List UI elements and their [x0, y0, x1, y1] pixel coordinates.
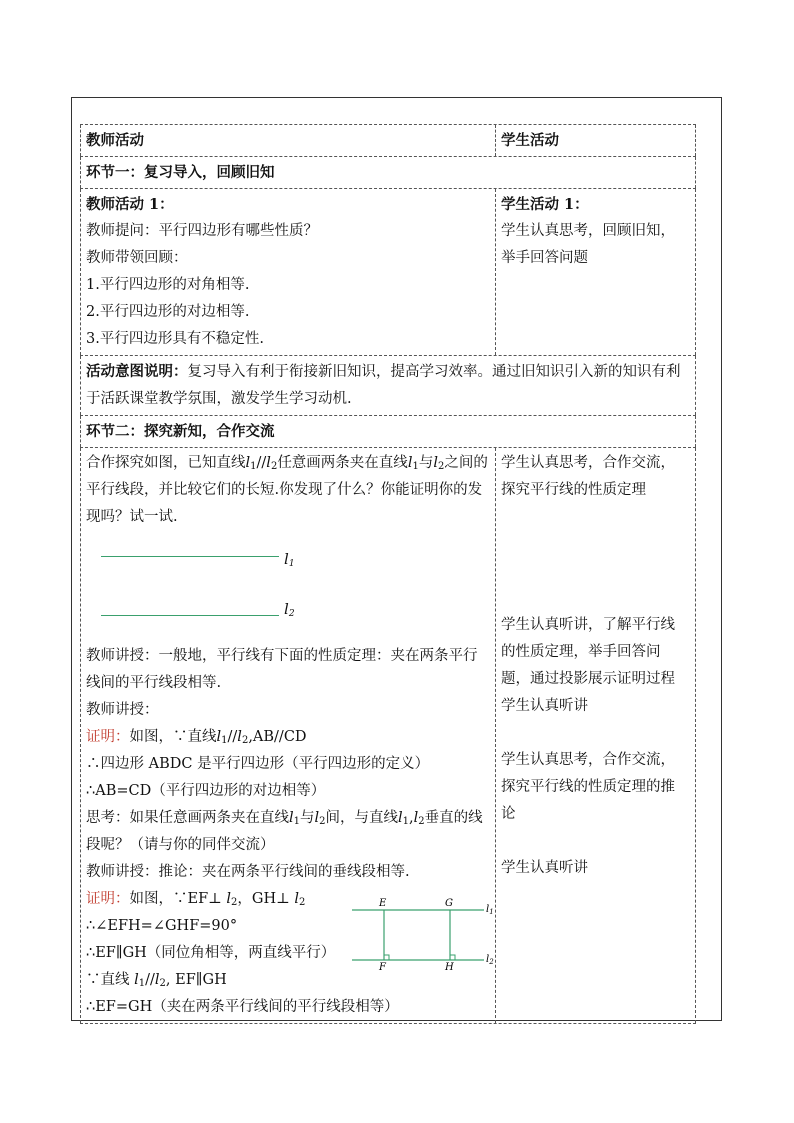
proof2-block [86, 886, 494, 1021]
proof2-line4: ∵直线 $l_1//l_2$, EF∥GH [86, 972, 227, 989]
student-listen-3: 学生认真听讲 [501, 860, 588, 876]
label-H: H [445, 962, 454, 970]
label-G: G [445, 898, 453, 909]
student-listen-2: 学生认真听讲 [501, 698, 588, 714]
student-explore: 学生认真思考，合作交流，探究平行线的性质定理 [501, 455, 675, 498]
proof2-line1: 证明：如图，∵EF⊥ $l_2$，GH⊥ $l_2$ [86, 891, 306, 908]
intent-label: 活动意图说明： [86, 363, 188, 380]
right-angle-H [450, 955, 455, 960]
teacher-section2 [80, 448, 496, 1023]
proof1-line2: ∴四边形 ABDC 是平行四边形（平行四边形的定义） [86, 756, 430, 772]
lesson-table [80, 124, 696, 1024]
teacher-line: 2.平行四边形的对边相等. [86, 304, 250, 320]
section2-content-row [80, 448, 696, 1024]
section1-content-row [80, 189, 696, 356]
label-F: F [379, 962, 386, 970]
teacher-activity-header: 教师活动 [80, 125, 496, 156]
student-activity-1 [496, 189, 696, 355]
lecture-corollary: 教师讲授：推论：夹在两条平行线间的垂线段相等. [86, 864, 410, 880]
teacher-line: 教师带领回顾： [86, 250, 188, 266]
proof2-line5: ∴EF=GH（夹在两条平行线间的平行线段相等） [86, 999, 399, 1015]
think-text: 思考：如果任意画两条夹在直线$l_1$与$l_2$间，与直线$l_1,l_2$垂直的线段呢？（请与你的同伴交流） [86, 810, 483, 853]
section1-title: 环节一：复习导入，回顾旧知 [80, 157, 696, 188]
proof1-line1: 证明：如图，∵直线$l_1//l_2,AB//CD$ [86, 729, 307, 746]
lecture-theorem: 教师讲授：一般地，平行线有下面的性质定理：夹在两条平行线间的平行线段相等. [86, 648, 478, 691]
line-l2 [101, 615, 279, 616]
label-E: E [379, 898, 387, 909]
parallel-lines-figure [86, 531, 489, 643]
label-l2: $l_2$ [284, 600, 295, 619]
fig2-label-l2: $l_2$ [486, 954, 494, 966]
right-angle-F [384, 955, 389, 960]
student-activity-1-text: 学生认真思考，回顾旧知，举手回答问题 [501, 223, 675, 266]
teacher-line: 教师提问：平行四边形有哪些性质？ [86, 223, 318, 239]
lecture-label: 教师讲授： [86, 702, 159, 718]
proof1-line3: ∴AB=CD（平行四边形的对边相等） [86, 783, 326, 799]
student-think-2: 学生认真思考，合作交流，探究平行线的性质定理的推论 [501, 752, 675, 822]
student-activity-header: 学生活动 [496, 125, 696, 156]
teacher-line: 3.平行四边形具有不稳定性. [86, 331, 264, 347]
section1-title-row [80, 157, 696, 189]
label-l1: $l_1$ [284, 550, 295, 569]
proof2-line3: ∴EF∥GH（同位角相等，两直线平行） [86, 945, 336, 961]
teacher-line: 1.平行四边形的对角相等. [86, 277, 250, 293]
student-activity-1-title: 学生活动 1： [501, 196, 589, 213]
teacher-activity-1-title: 教师活动 1： [86, 196, 174, 213]
student-section2 [496, 448, 696, 1023]
section2-title-row [80, 416, 696, 448]
section2-title: 环节二：探究新知，合作交流 [80, 416, 696, 447]
intent-row [80, 356, 696, 416]
explore-text: 合作探究如图，已知直线$l_1//l_2$任意画两条夹在直线$l_1$与$l_2$之间的平行线段，并比较它们的长短.你发现了什么？你能证明你的发现吗？试一试. [86, 455, 488, 525]
fig2-label-l1: $l_1$ [486, 904, 494, 916]
proof2-line2: ∴∠EFH=∠GHF=90° [86, 918, 238, 934]
perpendicular-figure [350, 890, 500, 970]
table-header-row [80, 124, 696, 157]
student-listen-1: 学生认真听讲，了解平行线的性质定理，举手回答问题，通过投影展示证明过程 [501, 617, 675, 687]
intent-text: 复习导入有利于衔接新旧知识，提高学习效率。通过旧知识引入新的知识有利于活跃课堂教学氛围，激发学生学习动机. [86, 364, 681, 407]
line-l1 [101, 556, 279, 557]
teacher-activity-1 [80, 189, 496, 355]
activity-intent [80, 356, 696, 415]
